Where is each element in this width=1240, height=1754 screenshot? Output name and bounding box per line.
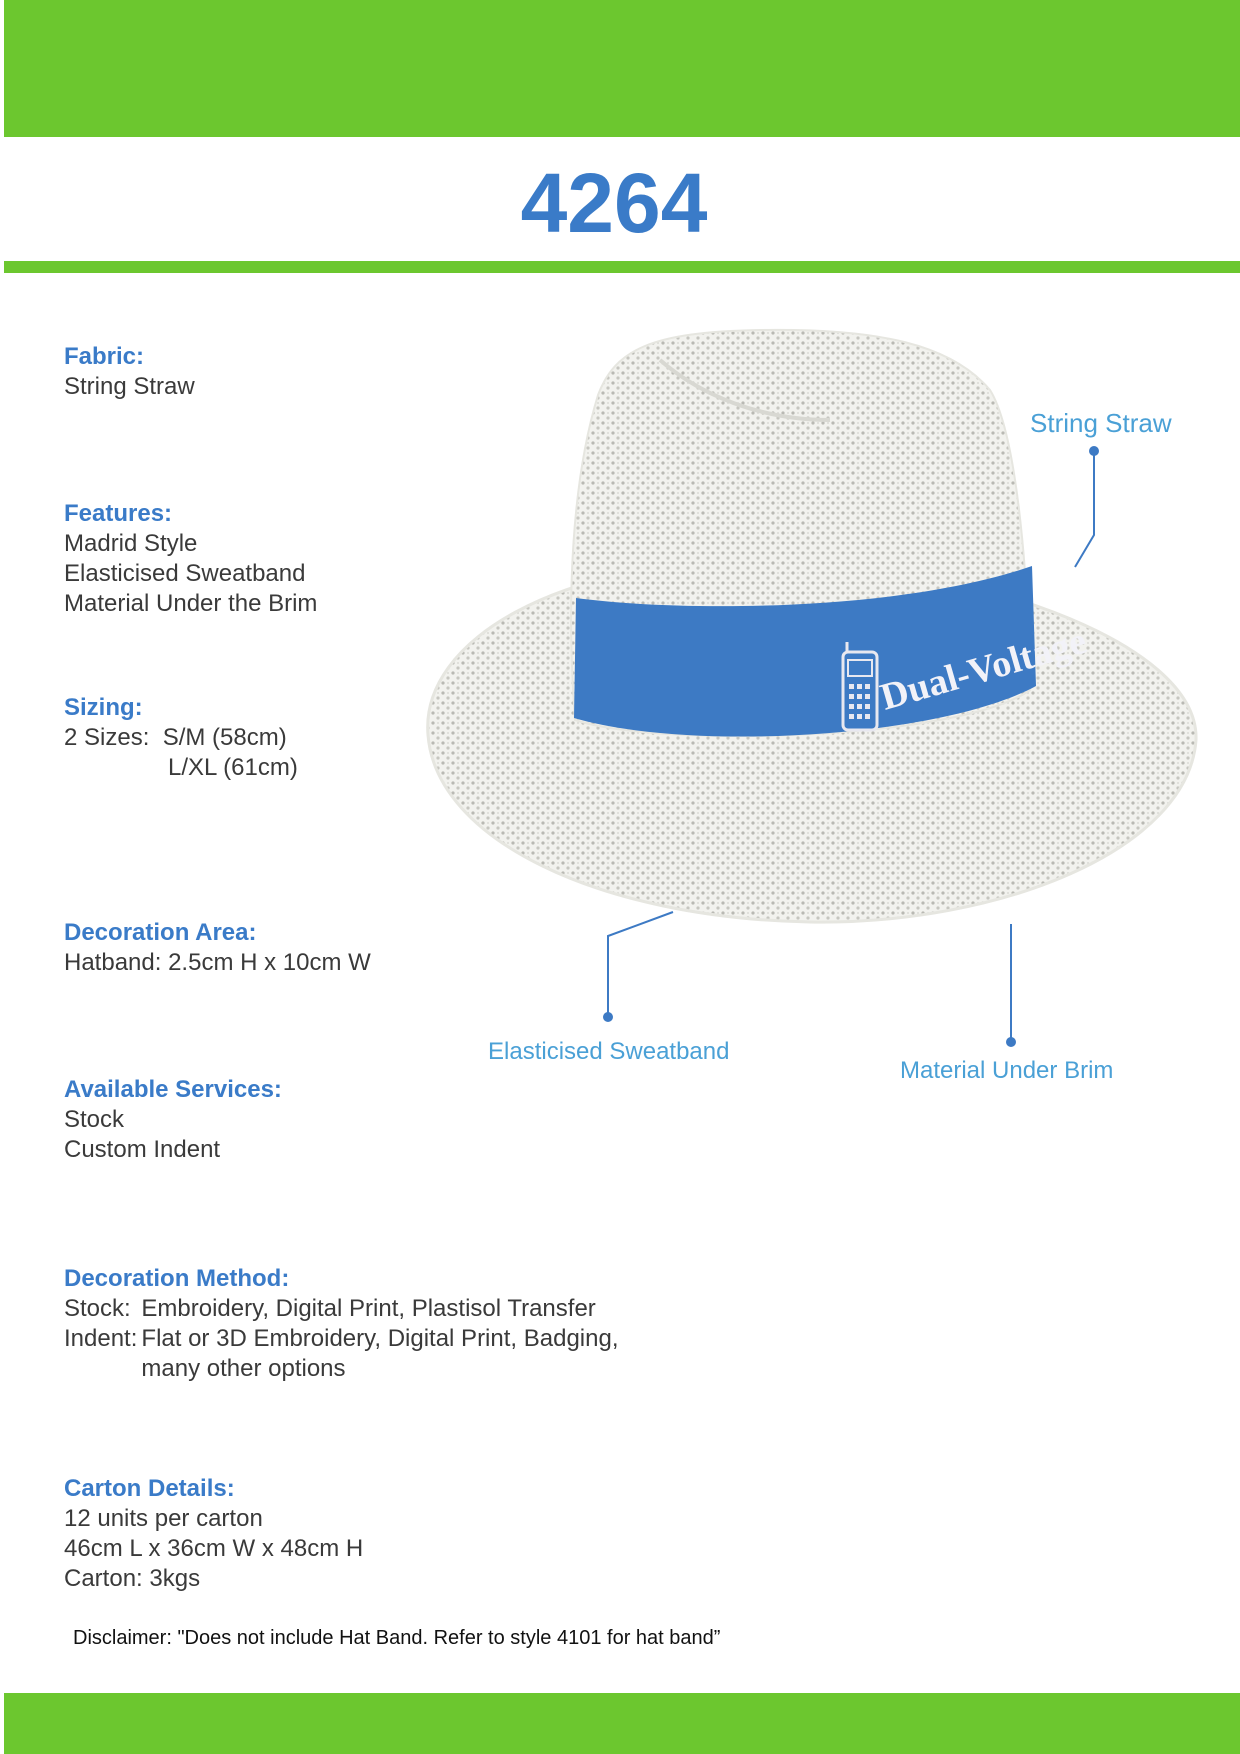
features-label: Features: xyxy=(64,500,173,527)
method-row-indent-cont xyxy=(64,1354,619,1384)
method-key: Stock: xyxy=(64,1295,131,1322)
hatband-logo-text: Dual-Voltage xyxy=(875,619,1092,719)
callout-string-straw: String Straw xyxy=(1030,408,1172,438)
method-value: Embroidery, Digital Print, Plastisol Transfer xyxy=(141,1295,596,1322)
callout-elasticised-sweatband: Elasticised Sweatband xyxy=(488,1038,730,1065)
services-label: Available Services: xyxy=(64,1076,282,1103)
service-item: Custom Indent xyxy=(64,1136,221,1163)
method-value: many other options xyxy=(141,1355,346,1382)
disclaimer: Disclaimer: "Does not include Hat Band. Refer to style 4101 for hat band” xyxy=(73,1627,721,1649)
fabric-label: Fabric: xyxy=(64,343,145,370)
footer-band xyxy=(4,1693,1240,1754)
method-row-stock xyxy=(64,1294,619,1324)
sizing-label: Sizing: xyxy=(64,694,143,721)
decoration-method-section xyxy=(64,1264,619,1384)
feature-item: Elasticised Sweatband xyxy=(64,560,306,587)
carton-item: 12 units per carton xyxy=(64,1505,263,1532)
callout-material-under-brim: Material Under Brim xyxy=(900,1057,1114,1084)
callout-line-sweatband xyxy=(604,912,673,1021)
callout-line-brim xyxy=(1007,924,1015,1046)
size-option: L/XL (61cm) xyxy=(168,754,298,781)
size-option: S/M (58cm) xyxy=(162,724,287,751)
fabric-value: String Straw xyxy=(64,373,195,400)
carton-item: 46cm L x 36cm W x 48cm H xyxy=(64,1535,364,1562)
sizing-prefix: 2 Sizes: xyxy=(64,724,150,751)
product-code: 4264 xyxy=(520,156,708,250)
decoration-area-label: Decoration Area: xyxy=(64,919,257,946)
method-row-indent xyxy=(64,1324,619,1354)
carton-section xyxy=(64,1474,363,1594)
service-item: Stock xyxy=(64,1106,125,1133)
method-key: Indent: xyxy=(64,1325,138,1352)
decoration-area-value: Hatband: 2.5cm H x 10cm W xyxy=(64,949,371,976)
feature-item: Material Under the Brim xyxy=(64,590,318,617)
feature-item: Madrid Style xyxy=(64,530,198,557)
carton-item: Carton: 3kgs xyxy=(64,1565,201,1592)
carton-label: Carton Details: xyxy=(64,1475,235,1502)
method-value: Flat or 3D Embroidery, Digital Print, Badging, xyxy=(141,1325,619,1352)
decoration-method-table xyxy=(64,1294,619,1384)
callout-line-straw xyxy=(1075,447,1098,567)
decoration-method-label: Decoration Method: xyxy=(64,1265,290,1292)
